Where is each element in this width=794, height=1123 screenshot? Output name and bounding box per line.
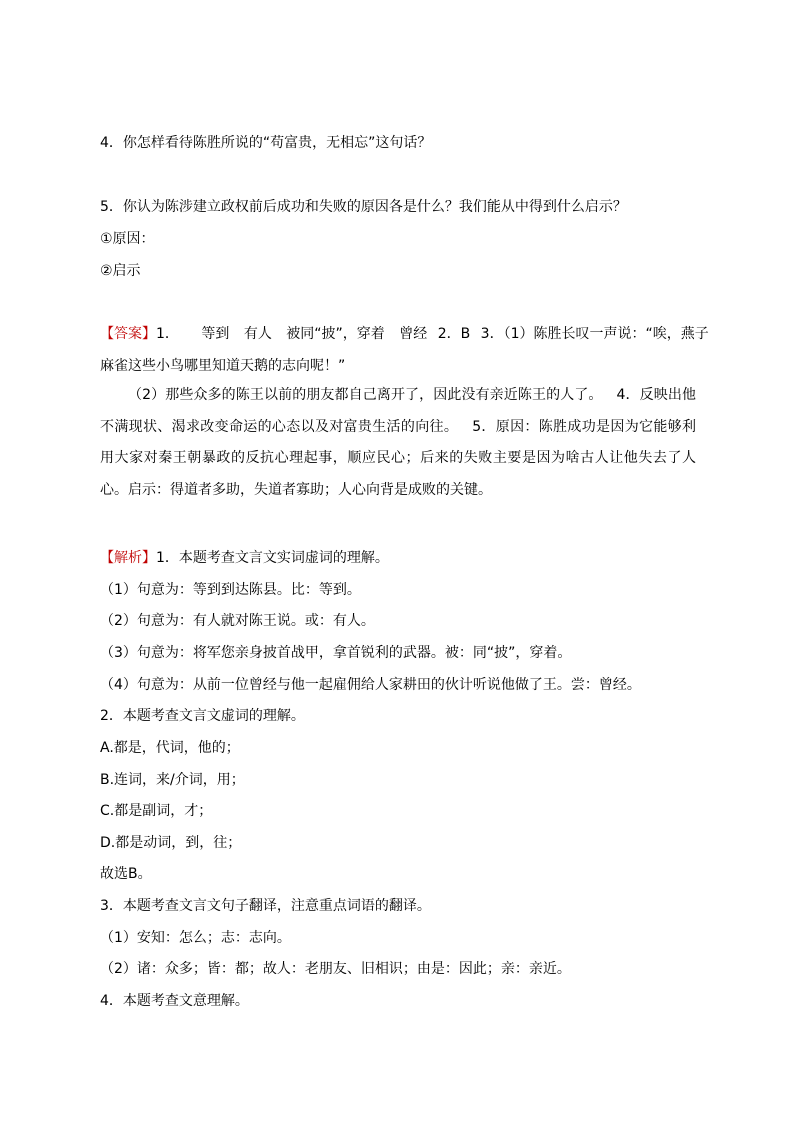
analysis-line: （1）句意为：等到到达陈县。比：等到。: [100, 582, 361, 598]
analysis-line: （1）安知：怎么；志：志向。: [100, 930, 291, 946]
answer-1-item: 曾经: [399, 326, 428, 342]
answer-tag: 【答案】: [100, 326, 156, 342]
analysis-heading: [100, 548, 389, 568]
analysis-line: （3）句意为：将军您亲身披首战甲，拿首锐利的武器。被：同“披”，穿着。: [100, 645, 572, 661]
analysis-line: （2）诸：众多；皆：都；故人：老朋友、旧相识；由是：因此；亲：亲近。: [100, 961, 571, 977]
answer-2: 2．B: [437, 326, 471, 342]
analysis-line: 2．本题考查文言文虚词的理解。: [100, 708, 305, 724]
answer-4: 4．反映出他不满现状、渴求改变命运的心态以及对富贵生活的向往。: [100, 387, 696, 435]
analysis-line: C.都是副词，才；: [100, 803, 213, 819]
answer-3-continued: 麻雀这些小鸟哪里知道天鹅的志向呢！”: [100, 358, 346, 374]
analysis-intro: 1．本题考查文言文实词虚词的理解。: [156, 550, 389, 566]
analysis-line: D.都是动词，到，往；: [100, 835, 242, 851]
analysis-line: （2）句意为：有人就对陈王说。或：有人。: [100, 613, 375, 629]
analysis-line: 故选B。: [100, 866, 152, 882]
answer-1-item: 有人: [243, 326, 272, 342]
answer-5: 5．原因：陈胜成功是因为它能够利用大家对秦王朝暴政的反抗心理起事，顺应民心；后来的失败主要是因为啥古人让他失去了人心。启示：得道者多助，失道者寡助；人心向背是成败的关键。: [100, 418, 696, 498]
question-4: 4．你怎样看待陈胜所说的“苟富贵，无相忘”这句话？: [100, 135, 432, 151]
answer-1-number: 1．: [156, 326, 179, 342]
question-5-cause: ①原因：: [100, 231, 155, 247]
analysis-line: 3．本题考查文言文句子翻译，注意重点词语的翻译。: [100, 898, 431, 914]
analysis-line: 4．本题考查文意理解。: [100, 993, 249, 1009]
analysis-line: B.连词，来/介词，用；: [100, 772, 245, 788]
analysis-line: A.都是，代词，他的；: [100, 740, 240, 756]
answer-3-start: 3．（1）陈胜长叹一声说：“唉，燕子: [480, 326, 709, 342]
answer-1-item: 等到: [201, 326, 230, 342]
analysis-line: （4）句意为：从前一位曾经与他一起雇佣给人家耕田的伙计听说他做了王。尝：曾经。: [100, 677, 641, 693]
answer-line-1: [100, 324, 709, 344]
question-5-insight: ②启示: [100, 263, 141, 279]
answer-3-part-2: （2）那些众多的陈王以前的朋友都自己离开了，因此没有亲近陈王的人了。: [128, 387, 603, 403]
analysis-tag: 【解析】: [100, 550, 156, 566]
question-5: 5．你认为陈涉建立政权前后成功和失败的原因各是什么？我们能从中得到什么启示？: [100, 199, 627, 215]
answer-1-item: 被同“披”，穿着: [286, 326, 385, 342]
answer-block: [100, 380, 696, 506]
